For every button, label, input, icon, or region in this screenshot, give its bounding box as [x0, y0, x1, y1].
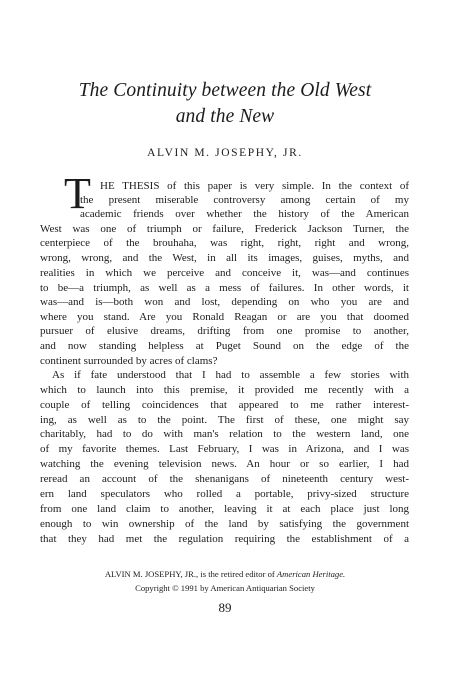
article-title	[40, 78, 410, 130]
paragraph1-line: the present miserable controversy among certain of my	[80, 194, 409, 206]
paragraph1-line: where you stand. Are you Ronald Reagan or are you that doomed	[40, 311, 409, 323]
paragraph1-line: was—and is—both won and lost, depending on who you are and	[40, 296, 409, 308]
footnote-author-text: ALVIN M. JOSEPHY, JR., is the retired editor of	[104, 569, 277, 579]
paragraph1-line: and now standing helpless at Puget Sound on the edge of the	[40, 340, 409, 352]
paragraph2-line: which to launch into this premise, it provided me recently with a	[40, 384, 409, 396]
footnote	[40, 567, 410, 595]
paragraph2-line: charitably, had to do with man's relation to the western land, one	[40, 428, 409, 440]
paragraph1-line: realities in which we perceive and conceive it, was—and continues	[40, 267, 409, 279]
footnote-copyright: Copyright © 1991 by American Antiquarian Society	[135, 583, 315, 593]
paragraph1-line: wrong, wrong, and the West, in all its images, guises, myths, and	[40, 252, 409, 264]
paragraph2-line: that they had met the regulation requiring the establishment of a	[40, 533, 409, 545]
paragraph2-line: of my favorite themes. Last February, I was in Arizona, and I was	[40, 443, 409, 455]
paragraph2-line: reread an account of the shenanigans of nineteenth century west-	[40, 473, 409, 485]
paragraph2-line: ern land speculators who rolled a portable, privy-sized structure	[40, 488, 409, 500]
drop-cap: T	[64, 169, 91, 218]
paragraph2-line: enough to win ownership of the land by satisfying the government	[40, 518, 409, 530]
paragraph2-line: As if fate understood that I had to assemble a few stories with	[52, 369, 409, 381]
paragraph1-line: to be—a triumph, as well as a mess of failures. In other words, it	[40, 282, 409, 294]
paragraph2-line: couple of telling coincidences that appeared to me rather interest-	[40, 399, 409, 411]
paragraph1-line: continent surrounded by acres of clams?	[40, 355, 218, 367]
paragraph1-line: West was one of triumph or failure, Frederick Jackson Turner, the	[40, 223, 409, 235]
footnote-author-note	[40, 567, 410, 581]
paragraph1-line: pursuer of elusive dreams, drifting from one promise to another,	[40, 325, 409, 337]
paragraph2-line: ing, as well as to the point. The first of these, one might say	[40, 414, 409, 426]
title-line-2: and the New	[175, 106, 275, 127]
paragraph1-line: centerpiece of the brouhaha, was right, right, right and wrong,	[40, 237, 409, 249]
paragraph2-line: watching the evening television news. An hour or so earlier, I had	[40, 458, 409, 470]
title-line-1: The Continuity between the Old West	[78, 80, 372, 101]
paragraph1-line: academic friends over whether the history of the American	[80, 208, 409, 220]
page-number: 89	[218, 600, 232, 615]
paragraph1-line: HE THESIS of this paper is very simple. In the context of	[100, 180, 409, 192]
paragraph2-line: from one land claim to another, leaving it at each place just long	[40, 503, 409, 515]
footnote-journal-title: American Heritage.	[276, 569, 346, 579]
author-name: ALVIN M. JOSEPHY, JR.	[147, 147, 303, 159]
